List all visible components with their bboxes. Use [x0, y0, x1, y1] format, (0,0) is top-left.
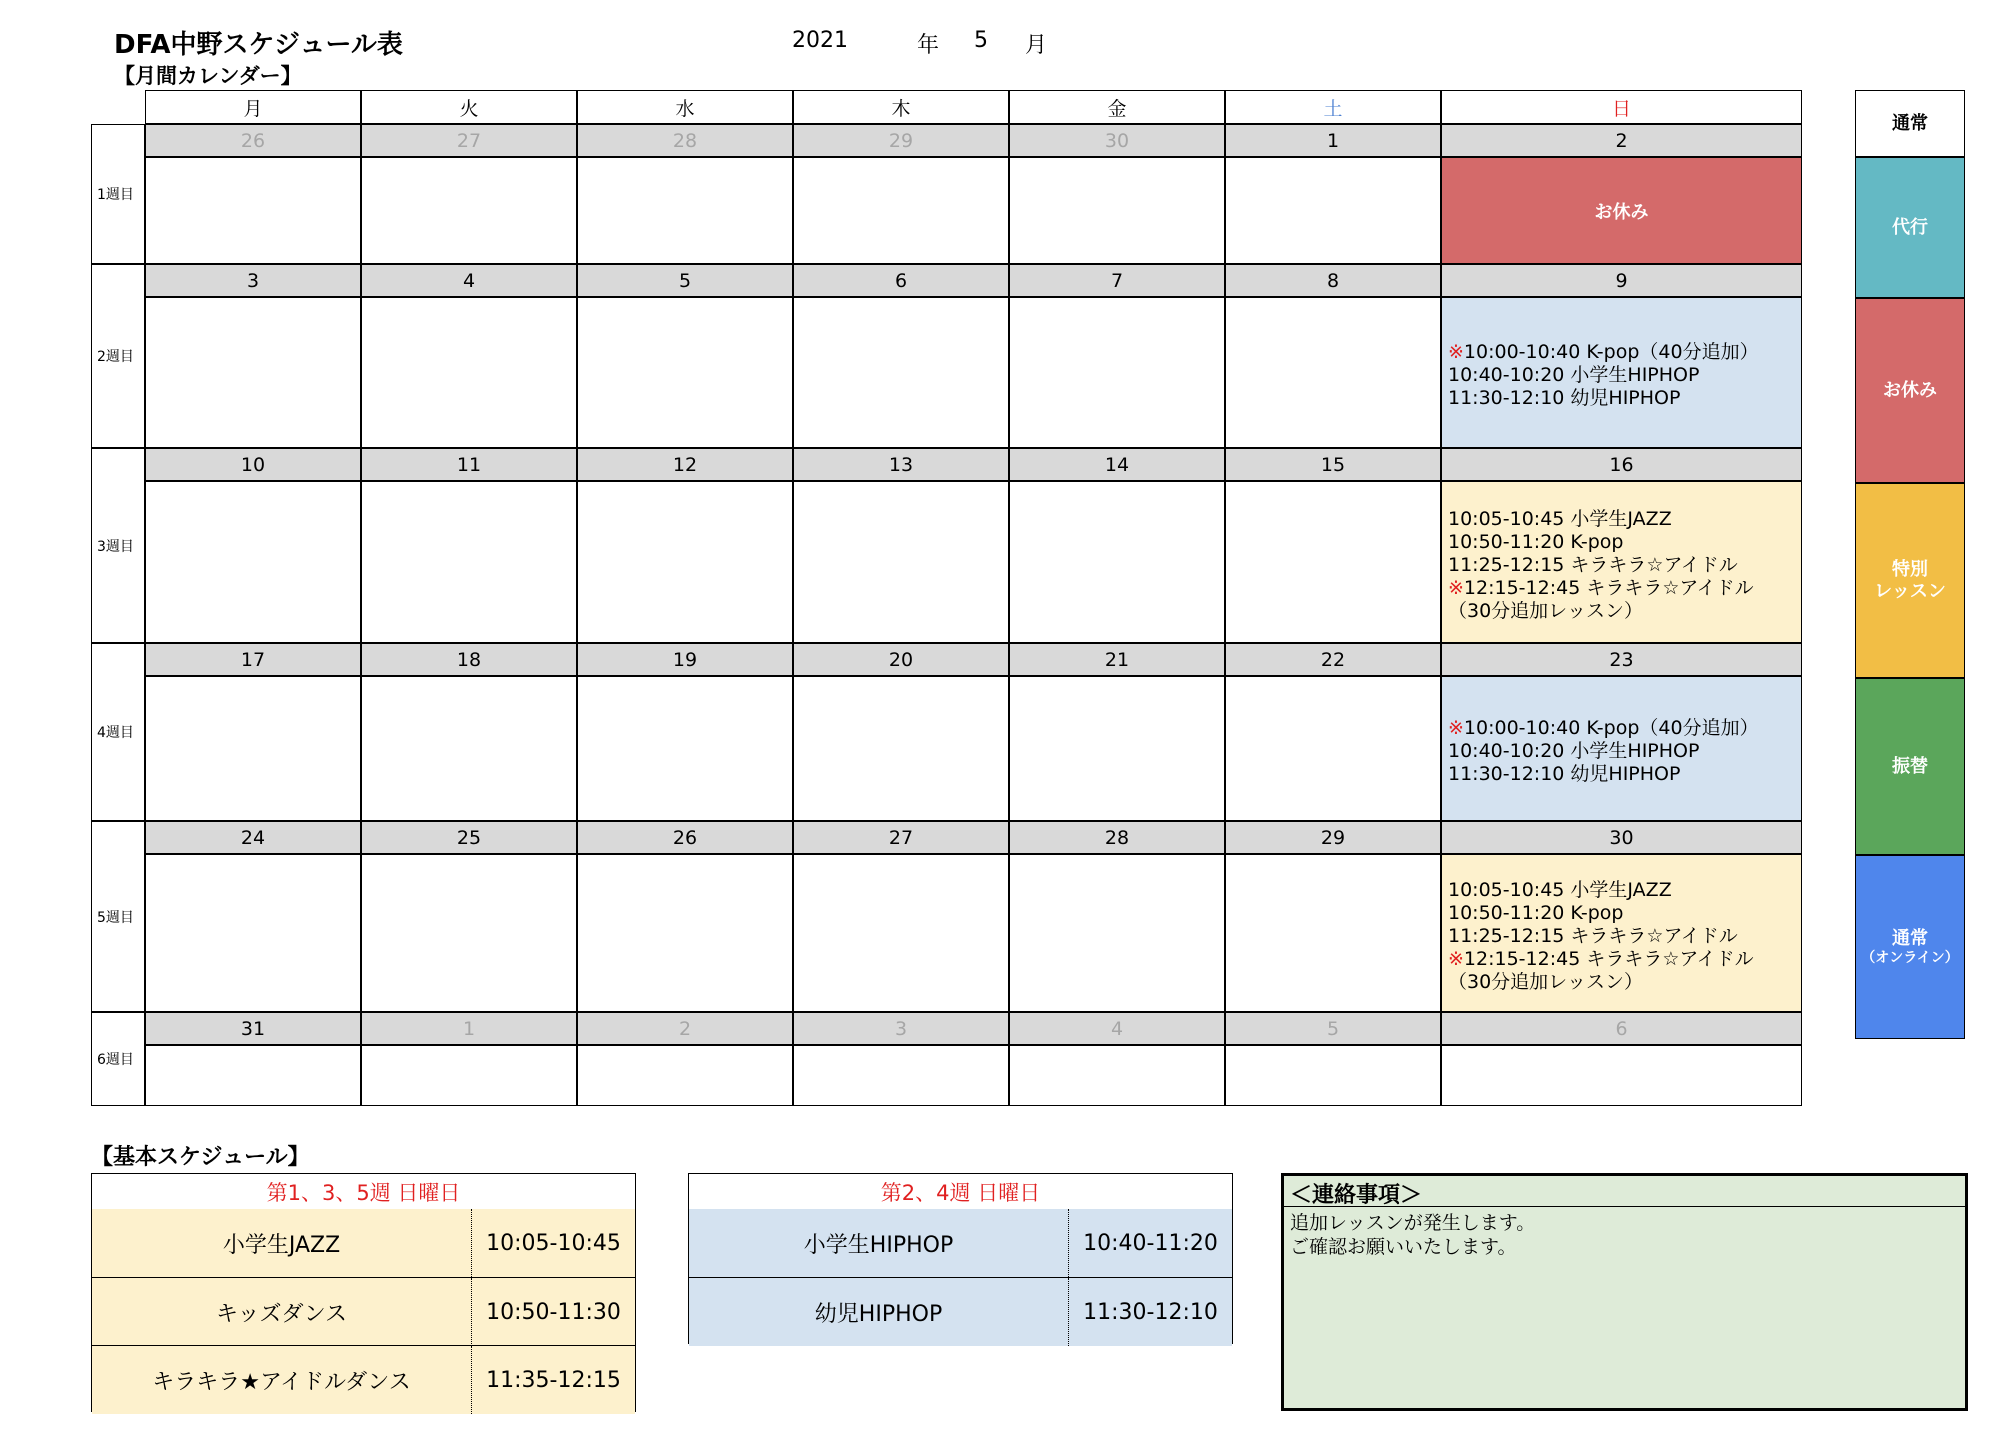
- week-label: 6週目: [91, 1012, 145, 1106]
- schedule-row: [92, 1209, 635, 1277]
- day-number: 18: [361, 643, 577, 676]
- weekday-header: 月: [145, 90, 361, 124]
- notes-body: [1284, 1207, 1965, 1263]
- weekday-header: 火: [361, 90, 577, 124]
- day-number: 5: [577, 264, 793, 297]
- day-cell: [145, 481, 361, 643]
- day-cell: [1225, 297, 1441, 448]
- legend-sublabel: （オンライン）: [1861, 950, 1959, 966]
- day-cell: [1009, 676, 1225, 821]
- day-cell: [577, 854, 793, 1012]
- day-number: 30: [1441, 821, 1802, 854]
- day-number: 11: [361, 448, 577, 481]
- class-time: 11:30-12:10: [1083, 1299, 1218, 1325]
- lesson-text: 12:15-12:45 キラキラ☆アイドル: [1463, 576, 1754, 599]
- day-cell: [793, 854, 1009, 1012]
- class-name: 幼児HIPHOP: [689, 1278, 1069, 1346]
- day-number: 26: [577, 821, 793, 854]
- day-cell: [793, 1045, 1009, 1106]
- legend-label: 通常: [1892, 928, 1928, 949]
- day-number: 16: [1441, 448, 1802, 481]
- day-cell: [145, 297, 361, 448]
- day-number: 5: [1225, 1012, 1441, 1045]
- day-number: 6: [793, 264, 1009, 297]
- day-number: 10: [145, 448, 361, 481]
- legend-item: [1855, 298, 1965, 483]
- lesson-line: [1448, 740, 1801, 763]
- day-cell: [1009, 481, 1225, 643]
- asterisk-mark: ※: [1448, 947, 1464, 970]
- class-time: 10:50-11:30: [486, 1299, 621, 1325]
- day-cell: [1009, 1045, 1225, 1106]
- day-cell: [1009, 297, 1225, 448]
- lesson-line: [1448, 600, 1801, 623]
- lesson-line: [1448, 925, 1801, 948]
- day-cell: [793, 481, 1009, 643]
- day-cell: [1009, 157, 1225, 264]
- day-number: 3: [145, 264, 361, 297]
- month-unit: 月: [1025, 33, 1048, 58]
- sunday-cell: [1441, 297, 1802, 448]
- day-number: 3: [793, 1012, 1009, 1045]
- day-cell: [145, 676, 361, 821]
- class-time: 10:40-11:20: [1083, 1230, 1218, 1256]
- day-cell: [577, 297, 793, 448]
- asterisk-mark: ※: [1448, 717, 1464, 739]
- year-value: 2021: [792, 28, 848, 53]
- class-time: 11:35-12:15: [486, 1367, 621, 1393]
- weekday-header: 土: [1225, 90, 1441, 124]
- day-number: 31: [145, 1012, 361, 1045]
- day-cell: [1225, 854, 1441, 1012]
- class-time: 10:05-10:45: [486, 1230, 621, 1256]
- day-number: 25: [361, 821, 577, 854]
- lesson-line: [1448, 531, 1801, 554]
- notes-heading: ＜連絡事項＞: [1284, 1176, 1965, 1207]
- lesson-line: [1448, 387, 1801, 410]
- day-number: 14: [1009, 448, 1225, 481]
- asterisk-mark: ※: [1448, 341, 1464, 363]
- lesson-line: [1448, 717, 1801, 740]
- weekday-header: 水: [577, 90, 793, 124]
- week-label: 3週目: [91, 448, 145, 643]
- sunday-cell: [1441, 481, 1802, 643]
- day-cell: [577, 1045, 793, 1106]
- class-name: 小学生HIPHOP: [689, 1209, 1069, 1277]
- day-number: 7: [1009, 264, 1225, 297]
- day-number: 2: [577, 1012, 793, 1045]
- schedule-table: [91, 1173, 636, 1412]
- weekday-header: 日: [1441, 90, 1802, 124]
- day-cell: [1225, 1045, 1441, 1106]
- lesson-line: [1448, 364, 1801, 387]
- weekday-header: 金: [1009, 90, 1225, 124]
- day-number: 27: [793, 821, 1009, 854]
- day-cell: [361, 481, 577, 643]
- day-cell: [145, 157, 361, 264]
- day-cell: [577, 157, 793, 264]
- schedule-row: [689, 1277, 1232, 1346]
- lesson-line: [1448, 554, 1801, 577]
- schedule-row: [92, 1345, 635, 1414]
- legend-item: [1855, 678, 1965, 855]
- legend-label: 代行: [1892, 216, 1928, 238]
- schedule-table: [688, 1173, 1233, 1344]
- lesson-text: 11:25-12:15 キラキラ☆アイドル: [1448, 924, 1738, 947]
- week-label: 2週目: [91, 264, 145, 448]
- day-number: 26: [145, 124, 361, 157]
- lesson-text: 11:30-12:10 幼児HIPHOP: [1448, 387, 1681, 409]
- schedule-table-title: 第2、4週 日曜日: [689, 1174, 1232, 1210]
- lesson-text: 11:25-12:15 キラキラ☆アイドル: [1448, 553, 1738, 576]
- day-number: 12: [577, 448, 793, 481]
- day-cell: [793, 157, 1009, 264]
- notes-line: 追加レッスンが発生します。: [1290, 1212, 1536, 1234]
- schedule-row: [92, 1277, 635, 1346]
- lesson-line: [1448, 763, 1801, 786]
- class-name: キラキラ★アイドルダンス: [92, 1346, 472, 1414]
- day-number: 6: [1441, 1012, 1802, 1045]
- day-number: 9: [1441, 264, 1802, 297]
- day-cell: [1225, 481, 1441, 643]
- day-number: 24: [145, 821, 361, 854]
- schedule-table-title: 第1、3、5週 日曜日: [92, 1174, 635, 1210]
- lesson-line: [1448, 902, 1801, 925]
- day-number: 19: [577, 643, 793, 676]
- day-number: 28: [1009, 821, 1225, 854]
- day-number: 29: [1225, 821, 1441, 854]
- lesson-line: [1448, 508, 1801, 531]
- day-cell: [1225, 676, 1441, 821]
- day-cell: [361, 157, 577, 264]
- day-number: 20: [793, 643, 1009, 676]
- day-number: 15: [1225, 448, 1441, 481]
- day-cell: [1225, 157, 1441, 264]
- day-cell: [361, 1045, 577, 1106]
- lesson-text: 12:15-12:45 キラキラ☆アイドル: [1463, 947, 1754, 970]
- year-unit: 年: [917, 33, 940, 58]
- month-value: 5: [974, 28, 988, 53]
- day-number: 21: [1009, 643, 1225, 676]
- day-cell: [793, 297, 1009, 448]
- day-number: 13: [793, 448, 1009, 481]
- lesson-text: 10:05-10:45 小学生JAZZ: [1448, 878, 1672, 901]
- lesson-text: （30分追加レッスン）: [1448, 970, 1643, 993]
- class-name: キッズダンス: [92, 1278, 472, 1346]
- lesson-text: 10:40-10:20 小学生HIPHOP: [1448, 364, 1700, 386]
- day-number: 29: [793, 124, 1009, 157]
- notes-box: [1281, 1173, 1968, 1411]
- week-label: 1週目: [91, 124, 145, 264]
- legend-item: [1855, 90, 1965, 157]
- day-cell: [361, 676, 577, 821]
- legend-item: [1855, 483, 1965, 678]
- day-number: 1: [1225, 124, 1441, 157]
- schedule-row: [689, 1209, 1232, 1277]
- day-cell: [577, 676, 793, 821]
- day-cell: [577, 481, 793, 643]
- day-number: 30: [1009, 124, 1225, 157]
- lesson-text: 10:00-10:40 K-pop（40分追加）: [1463, 341, 1759, 363]
- sunday-cell: [1441, 676, 1802, 821]
- legend-label: 振替: [1892, 755, 1928, 777]
- legend-label: 特別: [1892, 558, 1928, 580]
- legend-item: [1855, 157, 1965, 298]
- lesson-line: [1448, 879, 1801, 902]
- legend-label: お休み: [1883, 379, 1937, 401]
- sunday-status: お休み: [1594, 201, 1649, 223]
- day-cell: [361, 854, 577, 1012]
- lesson-line: [1448, 577, 1801, 600]
- week-label: 4週目: [91, 643, 145, 821]
- day-number: 4: [1009, 1012, 1225, 1045]
- week-label: 5週目: [91, 821, 145, 1012]
- day-cell: [361, 297, 577, 448]
- day-number: 28: [577, 124, 793, 157]
- notes-line: ご確認お願いいたします。: [1290, 1236, 1517, 1258]
- day-number: 4: [361, 264, 577, 297]
- day-number: 23: [1441, 643, 1802, 676]
- legend-item: [1855, 855, 1965, 1039]
- day-number: 1: [361, 1012, 577, 1045]
- day-number: 17: [145, 643, 361, 676]
- lesson-text: （30分追加レッスン）: [1448, 599, 1643, 622]
- asterisk-mark: ※: [1448, 576, 1464, 599]
- calendar-subtitle: 【月間カレンダー】: [114, 64, 302, 88]
- legend-label: 通常: [1892, 112, 1928, 134]
- sunday-cell: [1441, 1045, 1802, 1106]
- monthly-calendar: [91, 90, 1802, 1106]
- day-cell: [1009, 854, 1225, 1012]
- legend-label: レッスン: [1874, 580, 1946, 602]
- lesson-line: [1448, 341, 1801, 364]
- lesson-text: 10:05-10:45 小学生JAZZ: [1448, 507, 1672, 530]
- lesson-text: 10:50-11:20 K-pop: [1448, 530, 1624, 553]
- class-name: 小学生JAZZ: [92, 1209, 472, 1277]
- lesson-text: 11:30-12:10 幼児HIPHOP: [1448, 763, 1681, 785]
- sunday-cell: [1441, 854, 1802, 1012]
- day-number: 2: [1441, 124, 1802, 157]
- day-cell: [145, 854, 361, 1012]
- day-cell: [145, 1045, 361, 1106]
- lesson-text: 10:40-10:20 小学生HIPHOP: [1448, 740, 1700, 762]
- weekday-header: 木: [793, 90, 1009, 124]
- lesson-line: [1448, 971, 1801, 994]
- lesson-text: 10:00-10:40 K-pop（40分追加）: [1463, 717, 1759, 739]
- day-number: 22: [1225, 643, 1441, 676]
- day-number: 8: [1225, 264, 1441, 297]
- basic-schedule-heading: 【基本スケジュール】: [91, 1145, 310, 1170]
- lesson-text: 10:50-11:20 K-pop: [1448, 901, 1624, 924]
- day-number: 27: [361, 124, 577, 157]
- day-cell: [793, 676, 1009, 821]
- page-title: DFA中野スケジュール表: [114, 30, 403, 60]
- sunday-cell: [1441, 157, 1802, 264]
- lesson-line: [1448, 948, 1801, 971]
